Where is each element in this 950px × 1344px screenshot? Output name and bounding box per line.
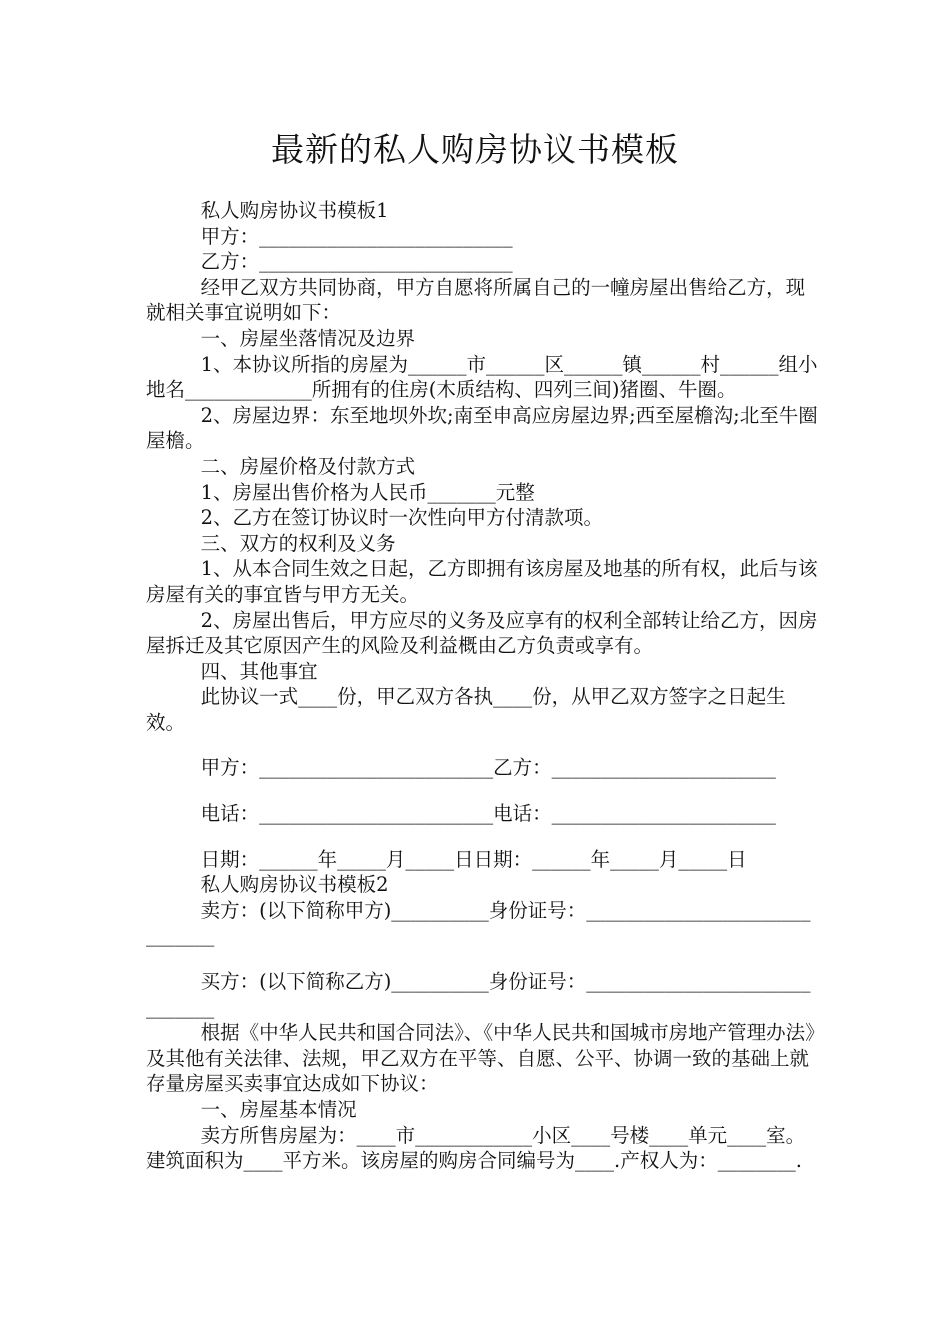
legal-basis-paragraph: 根据《中华人民共和国合同法》、《中华人民共和国城市房地产管理办法》及其他有关法律、法规，甲乙双方在平等、自愿、公平、协调一致的基础上就存量房屋买卖事宜达成如下协议： [146,1021,815,1096]
document-title: 最新的私人购房协议书模板 [271,130,679,169]
party-a-line: 甲方：__________________________ [200,224,513,248]
clause-rights-2: 2、房屋出售后，甲方应尽的义务及应享有的权利全部转让给乙方，因房屋拆迁及其它原因产生的风险及利益概由乙方负责或享有。 [146,608,818,658]
document-body [146,198,818,1174]
clause-price-2: 2、乙方在签订协议时一次性向甲方付清款项。 [200,506,604,530]
signature-line: 甲方：________________________乙方：_______________________ [200,756,776,780]
intro-paragraph: 经甲乙双方共同协商，甲方自愿将所属自己的一幢房屋出售给乙方，现就相关事宜说明如下： [146,275,806,325]
seller-line: 卖方：(以下简称甲方)__________身份证号：______________________________ [146,898,811,948]
clause-location-1: 1、本协议所指的房屋为______市______区______镇______村______组小地名_____________所拥有的住房(木质结构、四列三间)猪圈、牛圈。 [146,352,818,402]
section-heading-basic-info: 一、房屋基本情况 [200,1098,357,1121]
section-heading-location: 一、房屋坐落情况及边界 [200,326,416,350]
section-heading-other: 四、其他事宜 [200,659,318,683]
section-heading-template-2: 私人购房协议书模板2 [200,873,389,897]
clause-basic-info-1: 卖方所售房屋为：____市____________小区____号楼____单元____室。建筑面积为____平方米。该房屋的购房合同编号为____.产权人为：________. [146,1123,806,1173]
section-heading-rights: 三、双方的权利及义务 [200,531,396,555]
clause-location-2: 2、房屋边界：东至地坝外坎;南至申高应房屋边界;西至屋檐沟;北至牛圈屋檐。 [146,403,818,453]
party-b-line: 乙方：__________________________ [200,250,513,274]
phone-line: 电话：________________________电话：_______________________ [200,802,776,826]
section-heading-template-1: 私人购房协议书模板1 [200,199,389,222]
clause-price-1: 1、房屋出售价格为人民币_______元整 [200,480,535,504]
clause-other-1: 此协议一式____份，甲乙双方各执____份，从甲乙双方签字之日起生效。 [146,685,786,734]
section-heading-price: 二、房屋价格及付款方式 [200,454,416,478]
clause-rights-1: 1、从本合同生效之日起，乙方即拥有该房屋及地基的所有权，此后与该房屋有关的事宜皆与甲方无关。 [146,557,818,606]
buyer-line: 买方：(以下简称乙方)__________身份证号：______________________________ [146,970,811,1019]
date-line: 日期：______年_____月_____日日期：______年_____月_____日 [200,847,747,871]
